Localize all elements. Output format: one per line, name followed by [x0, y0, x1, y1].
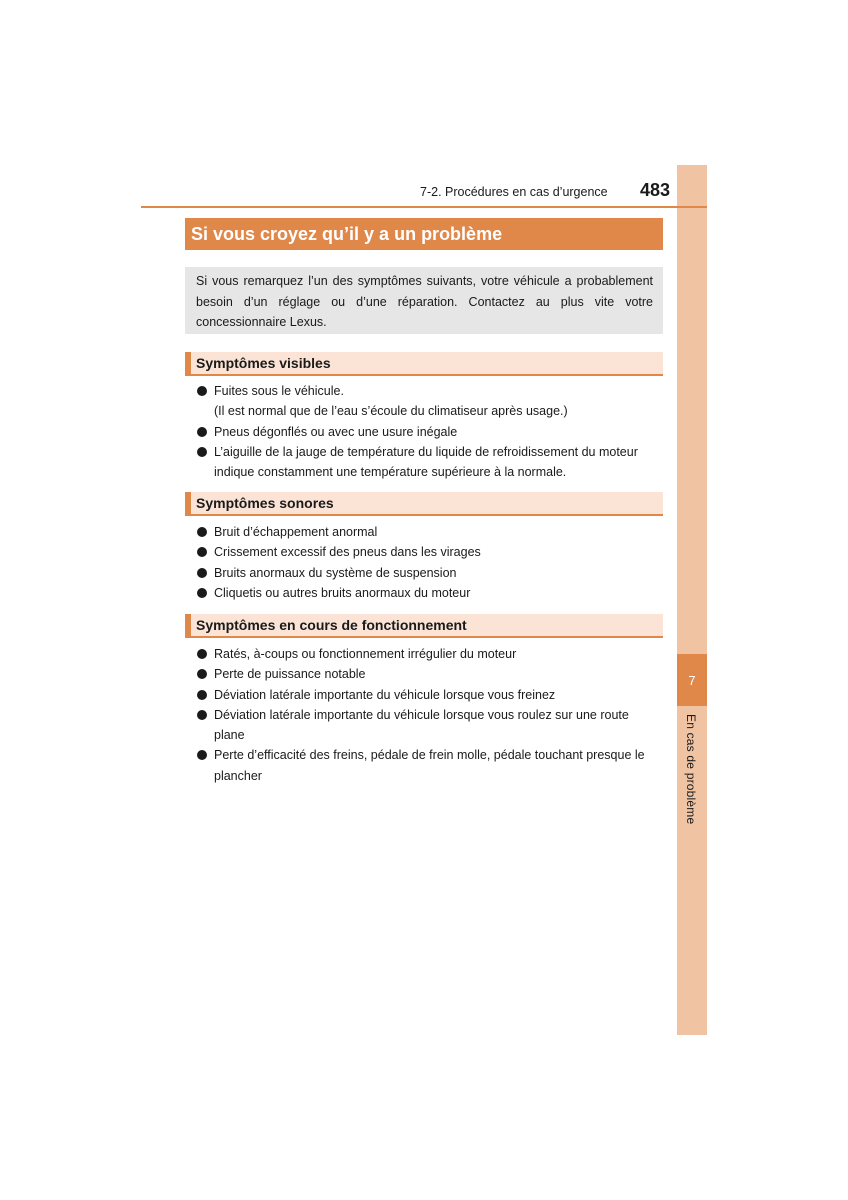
list-item: [197, 563, 661, 583]
page-number: 483: [639, 180, 670, 200]
list-item: [197, 644, 661, 664]
list-item-text: Fuites sous le véhicule.: [214, 384, 344, 398]
section-heading-sonores: Symptômes sonores: [185, 492, 663, 516]
list-item: [197, 745, 661, 786]
bullet-icon: [197, 750, 207, 760]
chapter-number: 7: [677, 654, 707, 706]
bullet-icon: [197, 568, 207, 578]
chapter-title: En cas de problème: [684, 714, 698, 825]
bullet-icon: [197, 710, 207, 720]
side-tab: [677, 165, 707, 1035]
bullet-icon: [197, 427, 207, 437]
bullet-icon: [197, 386, 207, 396]
page-title: Si vous croyez qu’il y a un problème: [185, 218, 663, 250]
list-item: [197, 422, 661, 442]
list-item-text: Bruit d’échappement anormal: [214, 525, 378, 539]
list-item-text: Pneus dégonflés ou avec une usure inégale: [214, 424, 458, 439]
list-item-text: Déviation latérale importante du véhicule lorsque vous freinez: [214, 687, 556, 702]
list-item: [197, 381, 661, 422]
list-item: [197, 442, 661, 483]
header-rule: [141, 206, 707, 208]
list-item-text: Bruits anormaux du système de suspension: [214, 565, 457, 580]
intro-box: Si vous remarquez l’un des symptômes suivants, votre véhicule a probablement besoin d’un réglage ou d’une réparation. Contactez au plus vite votre concessionnaire Lexus.: [185, 267, 663, 334]
list-item-text: Crissement excessif des pneus dans les virages: [214, 545, 481, 560]
list-visible: [197, 381, 661, 482]
bullet-icon: [197, 527, 207, 537]
bullet-icon: [197, 649, 207, 659]
list-item-text: Cliquetis ou autres bruits anormaux du moteur: [214, 585, 471, 600]
list-item-text: L’aiguille de la jauge de température du liquide de refroidissement du moteur indique constamment une température supérieure à la normale.: [214, 444, 638, 480]
list-item: [197, 664, 661, 684]
section-heading-fonctionnement: Symptômes en cours de fonctionnement: [185, 614, 663, 638]
list-item-text: Perte de puissance notable: [214, 667, 366, 682]
list-item-text: Perte d’efficacité des freins, pédale de frein molle, pédale touchant presque le plancher: [214, 748, 645, 783]
bullet-icon: [197, 547, 207, 557]
list-fonctionnement: [197, 644, 661, 786]
section-heading-visible: Symptômes visibles: [185, 352, 663, 376]
list-item: [197, 685, 661, 705]
list-item: [197, 583, 661, 603]
list-sonores: [197, 522, 661, 603]
list-item: [197, 522, 661, 542]
bullet-icon: [197, 690, 207, 700]
list-item: [197, 705, 661, 746]
bullet-icon: [197, 669, 207, 679]
list-item-text: Déviation latérale importante du véhicule lorsque vous roulez sur une route plane: [214, 707, 629, 743]
bullet-icon: [197, 588, 207, 598]
breadcrumb: 7-2. Procédures en cas d’urgence: [420, 185, 608, 199]
bullet-icon: [197, 447, 207, 457]
list-item: [197, 542, 661, 562]
list-item-text: Ratés, à-coups ou fonctionnement irrégulier du moteur: [214, 647, 517, 661]
list-item-note: (Il est normal que de l’eau s’écoule du climatiseur après usage.): [214, 404, 568, 419]
